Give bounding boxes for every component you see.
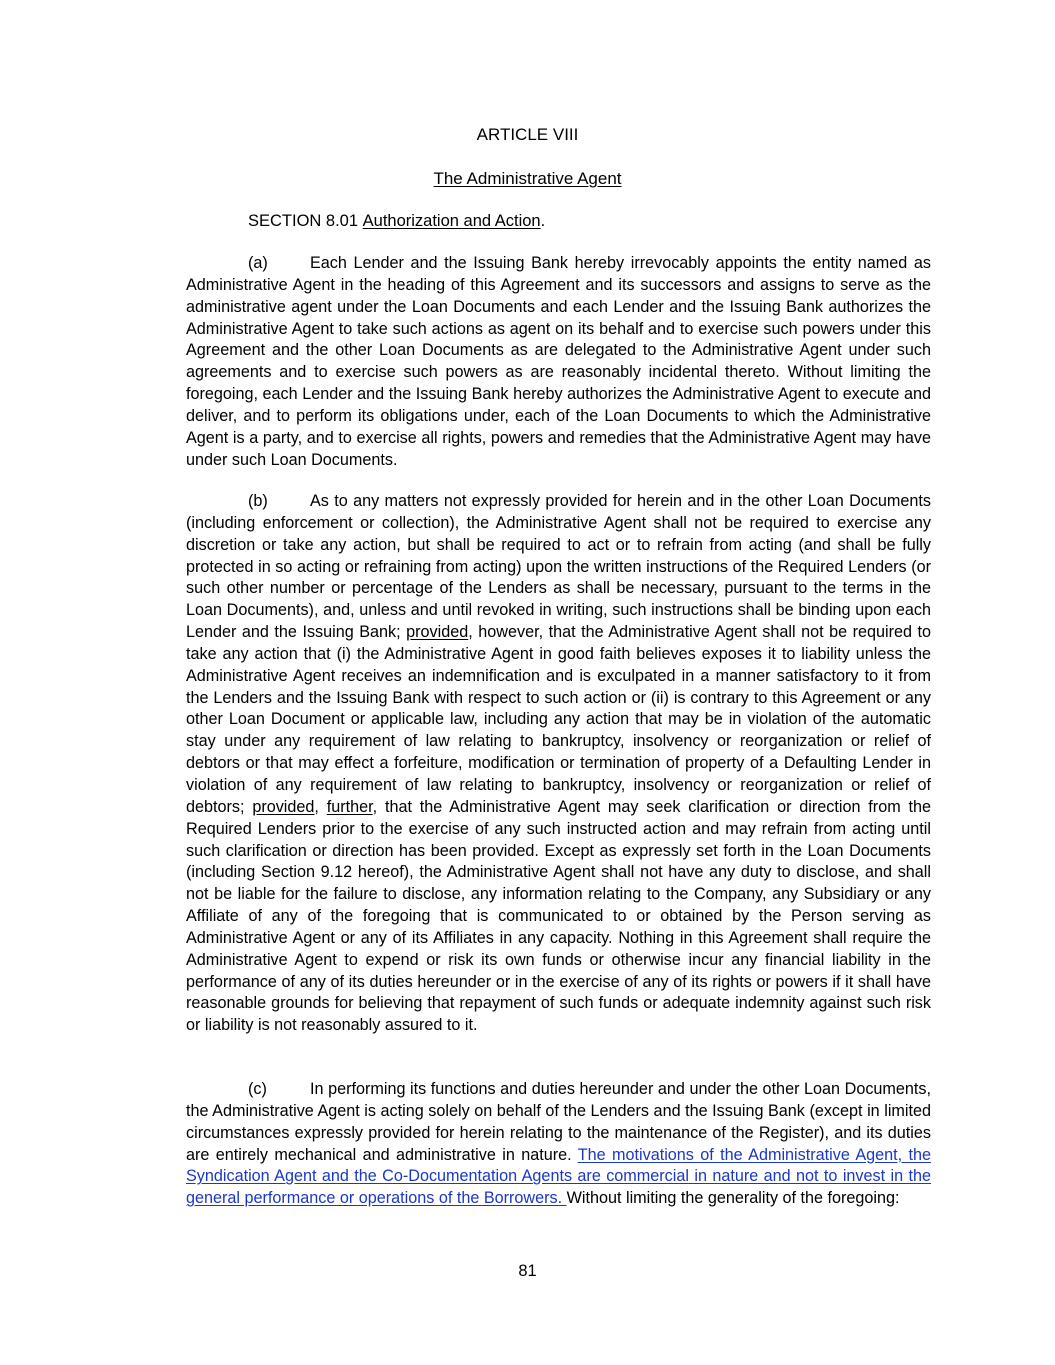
section-number: SECTION 8.01 <box>248 212 359 230</box>
section-title-suffix: . <box>540 212 546 230</box>
paragraph-b-label: (b) <box>248 492 268 510</box>
article-title-text: The Administrative Agent <box>433 169 622 188</box>
paragraph-b-text-3: , that the Administrative Agent may seek clarification or direction from the Required Lenders prior to the exercise of any such instructed action and may refrain from acting until such clarification or direction has been provided. Except as expressly set forth in the Loan Documents (including Section 9.12 hereof), the Administrative Agent shall not have any duty to disclose, and shall not be liable for the failure to disclose, any information relating to the Company, any Subsidiary or any Affiliate of any of the foregoing that is communicated to or obtained by the Person serving as Administrative Agent or any of its Affiliates in any capacity. Nothing in this Agreement shall require the Administrative Agent to expend or risk its own funds or otherwise incur any financial liability in the performance of any of its duties hereunder or in the exercise of any of its rights or powers if it shall have reasonable grounds for believing that repayment of such funds or adequate indemnity against such risk or liability is not reasonably assured to it. <box>186 797 931 1035</box>
paragraph-b-text-2: , however, that the Administrative Agent shall not be required to take any action that (i) the Administrative Agent in good faith believes exposes it to liability unless the Administrative Agent receives an indemnification and is exculpated in a manner satisfactory to it from the Lenders and the Issuing Bank with respect to such action or (ii) is contrary to this Agreement or any other Loan Document or applicable law, including any action that may be in violation of the automatic stay under any requirement of law relating to bankruptcy, insolvency or reorganization or relief of debtors or that may effect a forfeiture, modification or termination of property of a Defaulting Lender in violation of any requirement of law relating to bankruptcy, insolvency or reorganization or relief of debtors; <box>186 623 932 816</box>
paragraph-c-label: (c) <box>248 1080 267 1098</box>
paragraph-a-text: Each Lender and the Issuing Bank hereby irrevocably appoints the entity named as Administrative Agent in the heading of this Agreement and its successors and assigns to serve as the administrative agent under the Loan Documents and each Lender and the Issuing Bank authorizes the Administrative Agent to take such actions as agent on its behalf and to exercise such powers under this Agreement and the other Loan Documents as are delegated to the Administrative Agent under such agreements and to exercise such powers as are reasonably incidental thereto. Without limiting the foregoing, each Lender and the Issuing Bank hereby authorizes the Administrative Agent to execute and deliver, and to perform its obligations under, each of the Loan Documents to which the Administrative Agent is a party, and to exercise all rights, powers and remedies that the Administrative Agent may have under such Loan Documents. <box>186 254 931 469</box>
paragraph-b-text-1: As to any matters not expressly provided for herein and in the other Loan Documents (including enforcement or collection), the Administrative Agent shall not be required to exercise any discretion or take any action, but shall be required to act or to refrain from acting (and shall be fully protected in so acting or refraining from acting) upon the written instructions of the Required Lenders (or such other number or percentage of the Lenders as shall be necessary, pursuant to the terms in the Loan Documents), and, unless and until revoked in writing, such instructions shall be binding upon each Lender and the Issuing Bank; <box>186 492 931 642</box>
inserted-revision-text: The motivations of the Administrative Agent, the Syndication Agent and the Co-Documentation Agents are commercial in nature and not to invest in the general performance or operations of the Borrowers. <box>186 1145 932 1208</box>
further-term: further <box>326 797 373 816</box>
section-heading <box>248 210 545 232</box>
paragraph-c-text-1: In performing its functions and duties hereunder and under the other Loan Documents, the Administrative Agent is acting solely on behalf of the Lenders and the Issuing Bank (except in limited circumstances expressly provided for herein relating to the maintenance of the Register), and its duties are entirely mechanical and administrative in nature. <box>186 1080 931 1164</box>
paragraph-b <box>186 491 931 1037</box>
provided-term-1: provided <box>406 623 469 642</box>
paragraph-c-text-2: Without limiting the generality of the foregoing: <box>566 1189 900 1208</box>
section-title: Authorization and Action <box>362 212 541 230</box>
article-title <box>0 168 1055 190</box>
paragraph-c <box>186 1079 931 1210</box>
page-number: 81 <box>518 1262 537 1280</box>
paragraph-a <box>186 253 931 471</box>
provided-term-2: provided <box>252 797 315 816</box>
article-heading: ARTICLE VIII <box>476 125 579 144</box>
paragraph-b-comma: , <box>314 797 327 816</box>
paragraph-a-label: (a) <box>248 254 268 272</box>
